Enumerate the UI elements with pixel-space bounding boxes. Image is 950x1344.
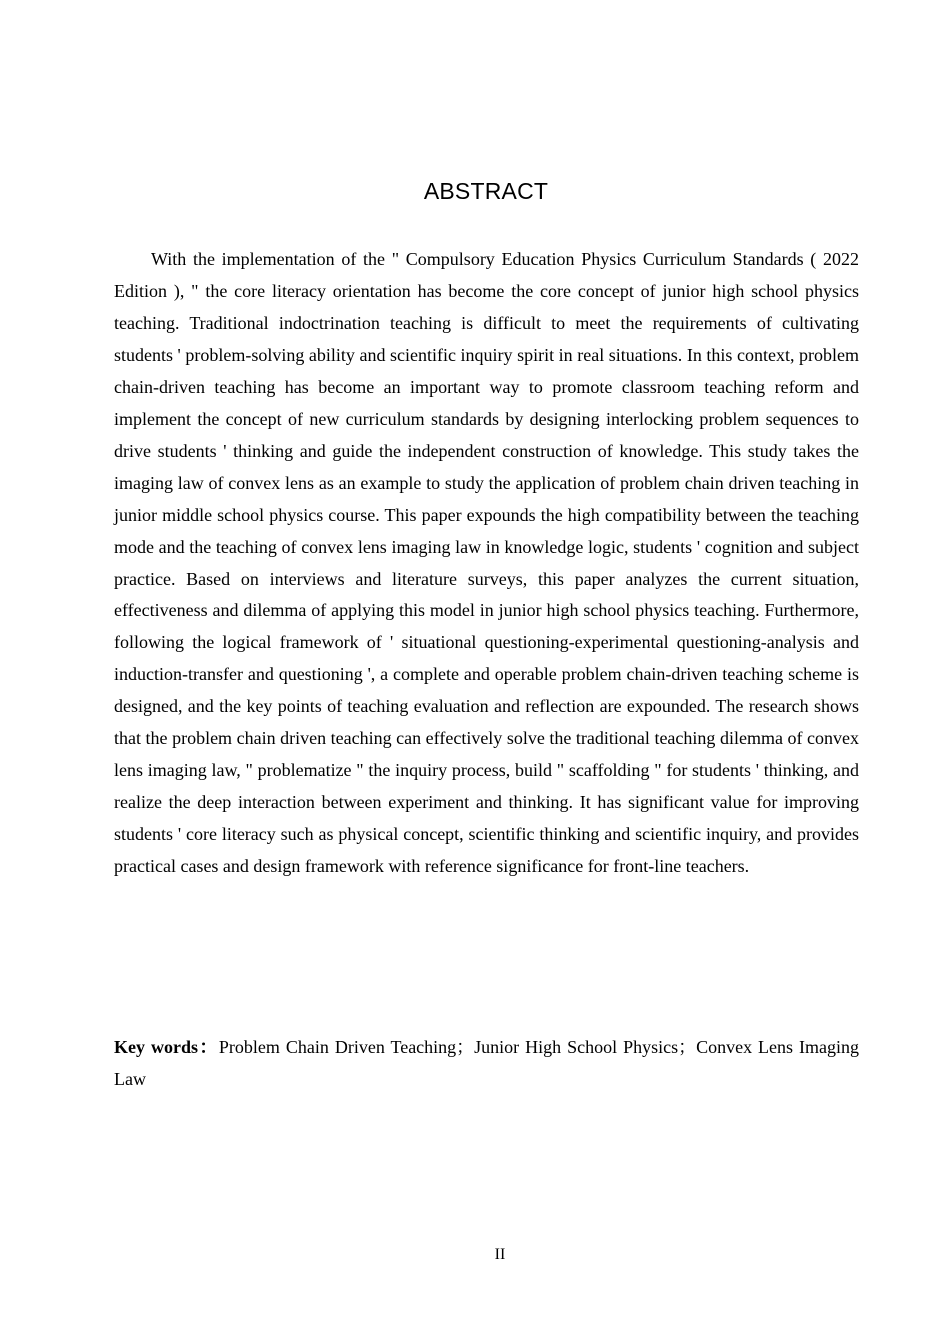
- keywords-section: [114, 1032, 859, 1096]
- abstract-title: ABSTRACT: [423, 178, 549, 204]
- keywords-text: Problem Chain Driven Teaching；Junior High School Physics；Convex Lens Imaging Law: [114, 1037, 859, 1089]
- keywords-label: Key words：: [114, 1037, 219, 1057]
- abstract-paragraph: With the implementation of the " Compulsory Education Physics Curriculum Standards ( 2022 Edition ), " the core literacy orientation has become the core concept of junior high school physics teaching. Traditional indoctrination teaching is difficult to meet the requirements of cultivating students ' problem-solving ability and scientific inquiry spirit in real situations. In this context, problem chain-driven teaching has become an important way to promote classroom teaching reform and implement the concept of new curriculum standards by designing interlocking problem sequences to drive students ' thinking and guide the independent construction of knowledge. This study takes the imaging law of convex lens as an example to study the application of problem chain driven teaching in junior middle school physics course. This paper expounds the high compatibility between the teaching mode and the teaching of convex lens imaging law in knowledge logic, students ' cognition and subject practice. Based on interviews and literature surveys, this paper analyzes the current situation, effectiveness and dilemma of applying this model in junior high school physics teaching. Furthermore, following the logical framework of ' situational questioning-experimental questioning-analysis and induction-transfer and questioning ', a complete and operable problem chain-driven teaching scheme is designed, and the key points of teaching evaluation and reflection are expounded. The research shows that the problem chain driven teaching can effectively solve the traditional teaching dilemma of convex lens imaging law, " problematize " the inquiry process, build " scaffolding " for students ' thinking, and realize the deep interaction between experiment and thinking. It has significant value for improving students ' core literacy such as physical concept, scientific thinking and scientific inquiry, and provides practical cases and design framework with reference significance for front-line teachers.: [114, 249, 859, 877]
- page-number: II: [494, 1246, 506, 1263]
